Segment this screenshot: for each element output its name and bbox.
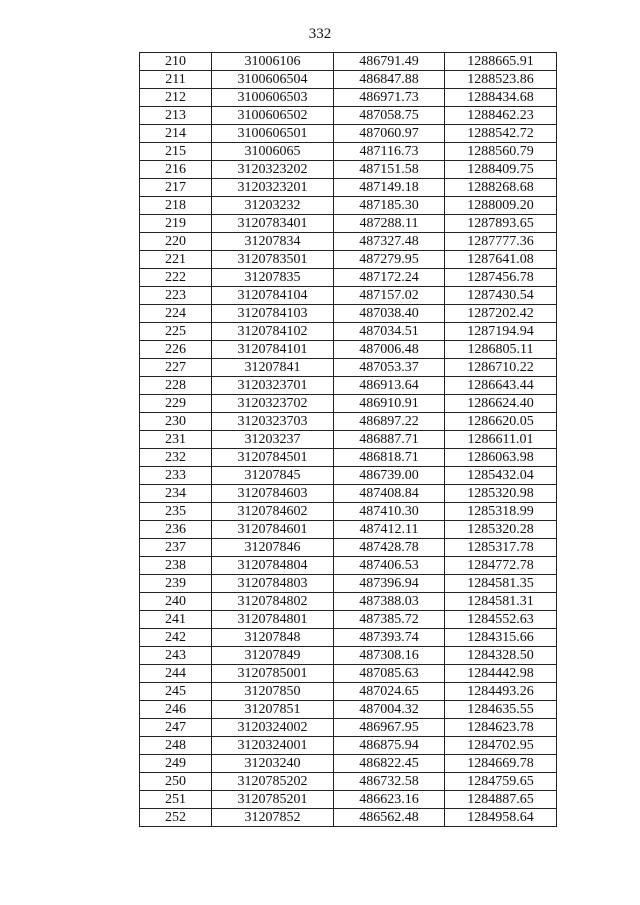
point-id-cell: 3120784602 (212, 503, 334, 521)
row-number-cell: 252 (140, 809, 212, 827)
row-number-cell: 233 (140, 467, 212, 485)
point-id-cell: 31207835 (212, 269, 334, 287)
x-coordinate-cell: 486818.71 (334, 449, 445, 467)
y-coordinate-cell: 1288542.72 (445, 125, 557, 143)
row-number-cell: 228 (140, 377, 212, 395)
row-number-cell: 221 (140, 251, 212, 269)
point-id-cell: 3100606504 (212, 71, 334, 89)
table-row (140, 539, 557, 557)
x-coordinate-cell: 486971.73 (334, 89, 445, 107)
y-coordinate-cell: 1284669.78 (445, 755, 557, 773)
point-id-cell: 3120785201 (212, 791, 334, 809)
x-coordinate-cell: 487157.02 (334, 287, 445, 305)
x-coordinate-cell: 487327.48 (334, 233, 445, 251)
x-coordinate-cell: 486847.88 (334, 71, 445, 89)
row-number-cell: 220 (140, 233, 212, 251)
point-id-cell: 3120784601 (212, 521, 334, 539)
table-row (140, 683, 557, 701)
row-number-cell: 231 (140, 431, 212, 449)
x-coordinate-cell: 487412.11 (334, 521, 445, 539)
row-number-cell: 214 (140, 125, 212, 143)
row-number-cell: 234 (140, 485, 212, 503)
point-id-cell: 3120784803 (212, 575, 334, 593)
row-number-cell: 219 (140, 215, 212, 233)
table-row (140, 215, 557, 233)
y-coordinate-cell: 1284493.26 (445, 683, 557, 701)
point-id-cell: 3120784802 (212, 593, 334, 611)
y-coordinate-cell: 1288434.68 (445, 89, 557, 107)
table-row (140, 143, 557, 161)
y-coordinate-cell: 1285320.98 (445, 485, 557, 503)
point-id-cell: 3120784501 (212, 449, 334, 467)
table-row (140, 629, 557, 647)
x-coordinate-cell: 487034.51 (334, 323, 445, 341)
y-coordinate-cell: 1285317.78 (445, 539, 557, 557)
point-id-cell: 3100606502 (212, 107, 334, 125)
row-number-cell: 218 (140, 197, 212, 215)
y-coordinate-cell: 1284635.55 (445, 701, 557, 719)
table-row (140, 395, 557, 413)
table-row (140, 467, 557, 485)
y-coordinate-cell: 1286611.01 (445, 431, 557, 449)
y-coordinate-cell: 1287641.08 (445, 251, 557, 269)
page-number: 332 (308, 26, 332, 42)
point-id-cell: 3120784101 (212, 341, 334, 359)
table-row (140, 125, 557, 143)
row-number-cell: 230 (140, 413, 212, 431)
table-row (140, 197, 557, 215)
table-row (140, 71, 557, 89)
x-coordinate-cell: 487279.95 (334, 251, 445, 269)
point-id-cell: 31203240 (212, 755, 334, 773)
table-row (140, 557, 557, 575)
x-coordinate-cell: 486967.95 (334, 719, 445, 737)
row-number-cell: 235 (140, 503, 212, 521)
y-coordinate-cell: 1284702.95 (445, 737, 557, 755)
x-coordinate-cell: 487410.30 (334, 503, 445, 521)
row-number-cell: 227 (140, 359, 212, 377)
row-number-cell: 226 (140, 341, 212, 359)
y-coordinate-cell: 1286620.05 (445, 413, 557, 431)
x-coordinate-cell: 486562.48 (334, 809, 445, 827)
x-coordinate-cell: 486887.71 (334, 431, 445, 449)
point-id-cell: 3120324001 (212, 737, 334, 755)
y-coordinate-cell: 1284328.50 (445, 647, 557, 665)
y-coordinate-cell: 1284958.64 (445, 809, 557, 827)
x-coordinate-cell: 487006.48 (334, 341, 445, 359)
point-id-cell: 3120323201 (212, 179, 334, 197)
row-number-cell: 224 (140, 305, 212, 323)
table-row (140, 791, 557, 809)
row-number-cell: 241 (140, 611, 212, 629)
row-number-cell: 243 (140, 647, 212, 665)
point-id-cell: 31006065 (212, 143, 334, 161)
table-row (140, 269, 557, 287)
row-number-cell: 247 (140, 719, 212, 737)
table-row (140, 503, 557, 521)
y-coordinate-cell: 1288462.23 (445, 107, 557, 125)
x-coordinate-cell: 487151.58 (334, 161, 445, 179)
y-coordinate-cell: 1288560.79 (445, 143, 557, 161)
row-number-cell: 236 (140, 521, 212, 539)
x-coordinate-cell: 486739.00 (334, 467, 445, 485)
table-row (140, 431, 557, 449)
y-coordinate-cell: 1285318.99 (445, 503, 557, 521)
row-number-cell: 238 (140, 557, 212, 575)
y-coordinate-cell: 1286643.44 (445, 377, 557, 395)
row-number-cell: 217 (140, 179, 212, 197)
x-coordinate-cell: 486732.58 (334, 773, 445, 791)
point-id-cell: 31203237 (212, 431, 334, 449)
y-coordinate-cell: 1284581.35 (445, 575, 557, 593)
row-number-cell: 242 (140, 629, 212, 647)
point-id-cell: 3120323202 (212, 161, 334, 179)
point-id-cell: 3120784801 (212, 611, 334, 629)
point-id-cell: 3120784603 (212, 485, 334, 503)
row-number-cell: 240 (140, 593, 212, 611)
table-row (140, 521, 557, 539)
x-coordinate-cell: 487396.94 (334, 575, 445, 593)
x-coordinate-cell: 486913.64 (334, 377, 445, 395)
table-row (140, 305, 557, 323)
x-coordinate-cell: 486910.91 (334, 395, 445, 413)
x-coordinate-cell: 486875.94 (334, 737, 445, 755)
y-coordinate-cell: 1284552.63 (445, 611, 557, 629)
y-coordinate-cell: 1287777.36 (445, 233, 557, 251)
y-coordinate-cell: 1286805.11 (445, 341, 557, 359)
point-id-cell: 3120784804 (212, 557, 334, 575)
x-coordinate-cell: 487393.74 (334, 629, 445, 647)
row-number-cell: 210 (140, 53, 212, 71)
row-number-cell: 215 (140, 143, 212, 161)
row-number-cell: 245 (140, 683, 212, 701)
x-coordinate-cell: 487038.40 (334, 305, 445, 323)
y-coordinate-cell: 1288268.68 (445, 179, 557, 197)
row-number-cell: 249 (140, 755, 212, 773)
x-coordinate-cell: 487428.78 (334, 539, 445, 557)
x-coordinate-cell: 487185.30 (334, 197, 445, 215)
table-row (140, 107, 557, 125)
table-row (140, 665, 557, 683)
point-id-cell: 3120783501 (212, 251, 334, 269)
row-number-cell: 246 (140, 701, 212, 719)
point-id-cell: 3100606503 (212, 89, 334, 107)
table-body (140, 53, 557, 827)
y-coordinate-cell: 1287456.78 (445, 269, 557, 287)
x-coordinate-cell: 487060.97 (334, 125, 445, 143)
table-row (140, 53, 557, 71)
y-coordinate-cell: 1284772.78 (445, 557, 557, 575)
y-coordinate-cell: 1284623.78 (445, 719, 557, 737)
row-number-cell: 222 (140, 269, 212, 287)
table-row (140, 593, 557, 611)
coordinates-table (139, 52, 557, 827)
table-row (140, 359, 557, 377)
y-coordinate-cell: 1288523.86 (445, 71, 557, 89)
table-row (140, 611, 557, 629)
row-number-cell: 213 (140, 107, 212, 125)
table-row (140, 413, 557, 431)
point-id-cell: 31207834 (212, 233, 334, 251)
point-id-cell: 31207852 (212, 809, 334, 827)
point-id-cell: 31207850 (212, 683, 334, 701)
table-row (140, 575, 557, 593)
y-coordinate-cell: 1285432.04 (445, 467, 557, 485)
table-row (140, 287, 557, 305)
y-coordinate-cell: 1286063.98 (445, 449, 557, 467)
x-coordinate-cell: 487308.16 (334, 647, 445, 665)
table-row (140, 323, 557, 341)
x-coordinate-cell: 487116.73 (334, 143, 445, 161)
x-coordinate-cell: 487385.72 (334, 611, 445, 629)
x-coordinate-cell: 486623.16 (334, 791, 445, 809)
point-id-cell: 3120784104 (212, 287, 334, 305)
table-row (140, 485, 557, 503)
point-id-cell: 3120784103 (212, 305, 334, 323)
point-id-cell: 31207846 (212, 539, 334, 557)
y-coordinate-cell: 1284315.66 (445, 629, 557, 647)
row-number-cell: 225 (140, 323, 212, 341)
table-row (140, 647, 557, 665)
point-id-cell: 31207845 (212, 467, 334, 485)
x-coordinate-cell: 487004.32 (334, 701, 445, 719)
y-coordinate-cell: 1284759.65 (445, 773, 557, 791)
table-row (140, 701, 557, 719)
table-row (140, 179, 557, 197)
row-number-cell: 232 (140, 449, 212, 467)
table-row (140, 773, 557, 791)
y-coordinate-cell: 1284887.65 (445, 791, 557, 809)
row-number-cell: 211 (140, 71, 212, 89)
table-row (140, 755, 557, 773)
table-row (140, 233, 557, 251)
y-coordinate-cell: 1287893.65 (445, 215, 557, 233)
x-coordinate-cell: 487406.53 (334, 557, 445, 575)
point-id-cell: 3120785001 (212, 665, 334, 683)
row-number-cell: 248 (140, 737, 212, 755)
point-id-cell: 31207841 (212, 359, 334, 377)
y-coordinate-cell: 1288665.91 (445, 53, 557, 71)
row-number-cell: 244 (140, 665, 212, 683)
row-number-cell: 223 (140, 287, 212, 305)
y-coordinate-cell: 1284581.31 (445, 593, 557, 611)
y-coordinate-cell: 1287202.42 (445, 305, 557, 323)
y-coordinate-cell: 1288409.75 (445, 161, 557, 179)
table-row (140, 161, 557, 179)
y-coordinate-cell: 1284442.98 (445, 665, 557, 683)
x-coordinate-cell: 487053.37 (334, 359, 445, 377)
x-coordinate-cell: 487172.24 (334, 269, 445, 287)
point-id-cell: 3120323701 (212, 377, 334, 395)
x-coordinate-cell: 487024.65 (334, 683, 445, 701)
table-row (140, 449, 557, 467)
point-id-cell: 3120323703 (212, 413, 334, 431)
x-coordinate-cell: 486822.45 (334, 755, 445, 773)
point-id-cell: 3120783401 (212, 215, 334, 233)
y-coordinate-cell: 1285320.28 (445, 521, 557, 539)
x-coordinate-cell: 486897.22 (334, 413, 445, 431)
row-number-cell: 237 (140, 539, 212, 557)
table-row (140, 737, 557, 755)
point-id-cell: 3100606501 (212, 125, 334, 143)
point-id-cell: 31207851 (212, 701, 334, 719)
point-id-cell: 3120323702 (212, 395, 334, 413)
table-row (140, 89, 557, 107)
x-coordinate-cell: 487149.18 (334, 179, 445, 197)
y-coordinate-cell: 1286624.40 (445, 395, 557, 413)
x-coordinate-cell: 487058.75 (334, 107, 445, 125)
point-id-cell: 3120324002 (212, 719, 334, 737)
x-coordinate-cell: 487085.63 (334, 665, 445, 683)
point-id-cell: 3120784102 (212, 323, 334, 341)
row-number-cell: 239 (140, 575, 212, 593)
table-row (140, 377, 557, 395)
point-id-cell: 31207849 (212, 647, 334, 665)
point-id-cell: 31207848 (212, 629, 334, 647)
y-coordinate-cell: 1288009.20 (445, 197, 557, 215)
x-coordinate-cell: 487288.11 (334, 215, 445, 233)
point-id-cell: 31203232 (212, 197, 334, 215)
x-coordinate-cell: 486791.49 (334, 53, 445, 71)
point-id-cell: 31006106 (212, 53, 334, 71)
table-row (140, 719, 557, 737)
x-coordinate-cell: 487388.03 (334, 593, 445, 611)
table-row (140, 251, 557, 269)
table-row (140, 341, 557, 359)
table-row (140, 809, 557, 827)
row-number-cell: 251 (140, 791, 212, 809)
y-coordinate-cell: 1287430.54 (445, 287, 557, 305)
point-id-cell: 3120785202 (212, 773, 334, 791)
row-number-cell: 229 (140, 395, 212, 413)
x-coordinate-cell: 487408.84 (334, 485, 445, 503)
row-number-cell: 250 (140, 773, 212, 791)
y-coordinate-cell: 1287194.94 (445, 323, 557, 341)
y-coordinate-cell: 1286710.22 (445, 359, 557, 377)
row-number-cell: 212 (140, 89, 212, 107)
row-number-cell: 216 (140, 161, 212, 179)
